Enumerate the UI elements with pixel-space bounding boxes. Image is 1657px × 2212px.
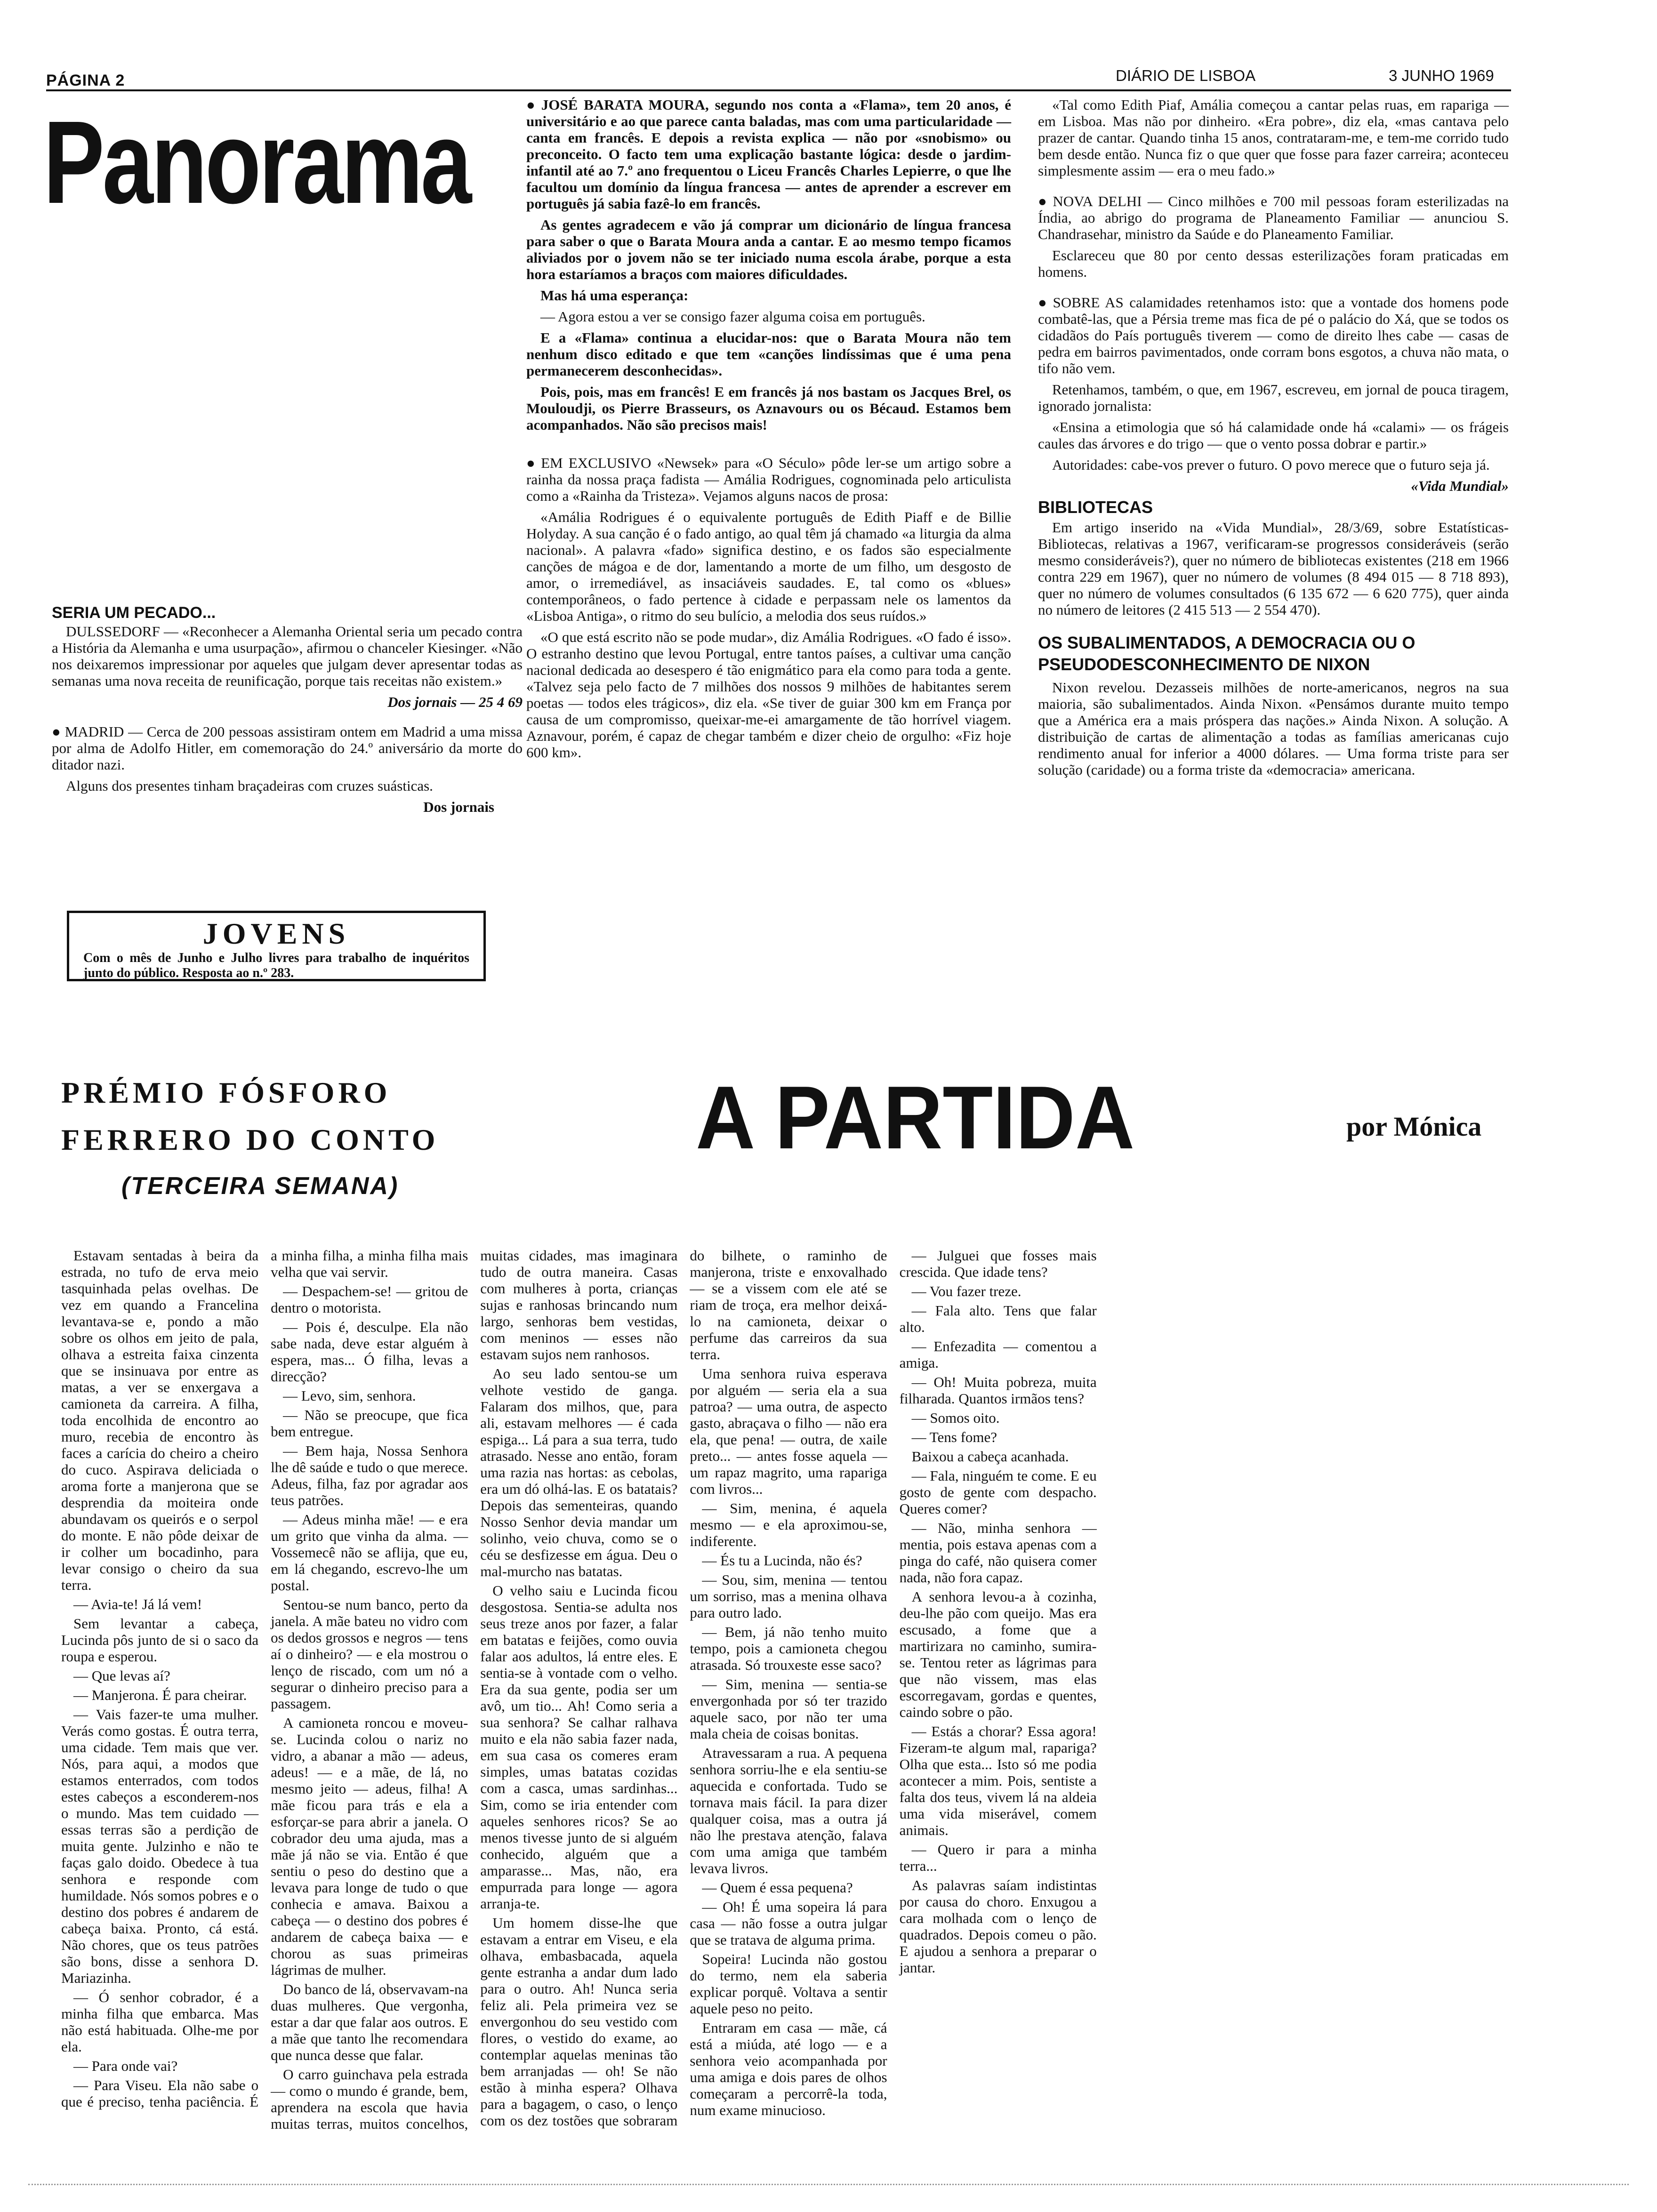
story-paragraph: — És tu a Lucinda, não és?	[702, 1552, 862, 1569]
bullet-icon: ●	[526, 96, 538, 113]
story-paragraph: — Sou, sim, menina — tentou um sorriso, mas a menina olhava para outro lado.	[690, 1571, 887, 1621]
madrid-text: ● MADRID — Cerca de 200 pessoas assistiram ontem em Madrid a uma missa por alma de Adolfo Hitler, em comemoração do 24.º aniversário da morte do ditador nazi.	[52, 723, 523, 773]
story-paragraph: Estavam sentadas à beira da estrada, no tufo de erva meio tasquinhada pelas ovelhas. De vez em quando a Francelina levantava-se e, pondo a mão sobre os olhos em jeito de pala, olhava a estreita faixa cinzenta que se insinuava por entre as matas, a ver se enxergava a camioneta da carreira. A filha, toda encolhida de encontro ao muro, recebia de encontro às faces a carícia do cheiro a cheiro do cuco. Aspirava deliciada o aroma forte a manjerona que se desprendia da moiteira onde abundavam os queirós e o serpol do monte. E não pôde deixar de ir colher um bocadinho, para levar consigo o cheiro da sua terra.	[61, 1247, 259, 1593]
panorama-title: Panorama	[43, 96, 470, 228]
story-title: A PARTIDA	[696, 1068, 1135, 1168]
sobre-p2: Retenhamos, também, o que, em 1967, escreveu, em jornal de pouca tiragem, ignorado jornalista:	[1038, 381, 1509, 414]
story-paragraph: — Para onde vai?	[73, 2058, 178, 2074]
story-paragraph: — Bem, já não tenho muito tempo, pois a camioneta chegou atrasada. Só trouxeste esse saco?	[690, 1624, 887, 1673]
bullet-icon: ●	[526, 455, 538, 471]
pecado-source: Dos jornais — 25 4 69	[387, 694, 523, 710]
story-paragraph: O velho saiu e Lucinda ficou desgostosa. Sentia-se adulta nos seus treze anos por fazer, a falar em batatas e feijões, como ouvia falar aos adultos, lá entre eles. E sentia-se à vontade com o velho. Era da sua gente, podia ser um avô, um tio... Ah! Como seria a sua senhora? Se calhar ralhava muito e ela não sabia fazer nada, em sua casa os comeres eram simples, umas batatas cozidas com a casca, umas sardinhas... Sim, como se iria entender com aqueles senhores ricos? Se ao menos tivesse junto de si alguém conhecido, alguém que a amparasse... Mas, não, era empurrada para longe — agora arranja-te.	[480, 1582, 678, 1912]
biblio-text: Em artigo inserido na «Vida Mundial», 28/3/69, sobre Estatísticas-Bibliotecas, relativas a 1967, verificaram-se progressos consideráveis (serão mesmo consideráveis?), quer no número de bibliotecas existentes (218 em 1966 contra 229 em 1967), quer no número de volumes (8 494 015 — 8 718 893), quer no número de volumes consultados (6 135 672 — 6 620 775), quer ainda no número de leitores (2 415 513 — 2 554 470).	[1038, 519, 1509, 618]
exclusivo-p2: «Amália Rodrigues é o equivalente português de Edith Piaff e de Billie Holyday. A sua canção é o fado antigo, ao qual têm já chamado «a liturgia da alma nacional». A palavra «fado» significa destino, e os fados são especialmente canções de mágoa e de dor, lamentando a morte de um filho, um desgosto de amor, o irremediável, as insaciáveis saudades. E, tal como os «blues» contemporâneos, o fado pertence à cidade e perpassam nele os lamentos da «Lisboa Antiga», o ritmo do seu bulício, a melodia dos seus ruídos.»	[526, 509, 1011, 624]
story-paragraph: — Somos oito.	[911, 1410, 1000, 1426]
story-paragraph: — Sim, menina — sentia-se envergonhada por só ter trazido aquele saco, por não ter uma mala cheia de coisas bonitas.	[690, 1676, 887, 1742]
madrid-text-2: Alguns dos presentes tinham braçadeiras com cruzes suásticas.	[66, 777, 433, 794]
story-paragraph: Ao seu lado sentou-se um velhote vestido de ganga. Falaram dos milhos, que, para ali, estavam melhores — é cada espiga... Lá para a sua terra, tudo atrasado. Nesse ano então, foram uma razia nas hortas: as cebolas, era um dó olhá-las. E os batatais? Depois das sementeiras, quando Nosso Senhor devia mandar um solinho, veio chuva, como se o céu se desfizesse em água. Deu o mal-murcho nas batatas.	[480, 1365, 678, 1579]
story-paragraph: O carro guinchava pela estrada — como o mundo é grande, bem, aprendera na escola que havia muitas terras, muitos concelhos, muitas cidades, mas imaginara tudo de outra maneira. Casas com mulheres à porta, crianças sujas e ranhosas brincando num largo, senhoras bem vestidas, com meninos — esses não estavam sujos nem ranhosos.	[271, 1247, 678, 2132]
story-paragraph: Sem levantar a cabeça, Lucinda pôs junto de si o saco da roupa e esperou.	[61, 1615, 259, 1665]
madrid-source: Dos jornais	[423, 799, 494, 815]
story-paragraph: A senhora levou-a à cozinha, deu-lhe pão com queijo. Mas era escusado, a fome que a martirizara no caminho, sumira-se. Tentou reter as lágrimas para que não vissem, mas elas escorregavam, gordas e quentes, caindo sobre o pão.	[899, 1588, 1097, 1720]
pecado-text: DULSSEDORF — «Reconhecer a Alemanha Oriental seria um pecado contra a História da Alemanha e uma usurpação», afirmou o chanceler Kiesinger. «Não nos deixaremos impressionar por aqueles que julgam dever apresentar todas as semanas uma nova receita de reunificação, porque tais receitas não existem.»	[52, 623, 523, 689]
newspaper-name: DIÁRIO DE LISBOA	[1116, 67, 1256, 84]
story-paragraph: — Levo, sim, senhora.	[283, 1387, 416, 1404]
jovens-text: Com o mês de Junho e Julho livres para trabalho de inquéritos junto do público. Resposta ao n.º 283.	[83, 951, 469, 980]
column-2	[526, 96, 1011, 765]
pecado-heading: SERIA UM PECADO...	[52, 604, 216, 622]
story-paragraph: — Julguei que fosses mais crescida. Que idade tens?	[899, 1247, 1097, 1280]
story-paragraph: Um homem disse-lhe que estavam a entrar em Viseu, e ela olhava, embasbacada, aquela gente estranha a andar dum lado para o outro. Ah! Nunca seria feliz ali. Pela primeira vez se envergonhou do seu vestido com flores, o vestido do exame, ao contemplar aquelas meninas tão bem arranjadas — oh! Se não estão à minha espera? Olhava para a bagagem, o caso, o lenço com os dez tostões que sobraram do bilhete, o raminho de manjerona, triste e enxovalhado — se a vissem com ele até se riam de troça, era melhor deixá-lo na camioneta, deixar o perfume das carreiros da sua terra.	[480, 1247, 887, 2129]
story-paragraph: Entraram em casa — mãe, cá está a miúda, até logo — e a senhora veio acompanhada por uma amiga e dois pares de olhos começaram a percorrê-la toda, num exame minucioso.	[690, 2020, 887, 2118]
story-paragraph: Baixou a cabeça acanhada.	[911, 1448, 1069, 1465]
story-paragraph: — Enfezadita — comentou a amiga.	[899, 1338, 1097, 1371]
story-paragraph: Sopeira! Lucinda não gostou do termo, nem ela saberia explicar porquê. Voltava a sentir aquele peso no peito.	[690, 1951, 887, 2017]
story-paragraph: — Vais fazer-te uma mulher. Verás como gostas. É outra terra, uma cidade. Tem mais que ver. Nós, para aqui, a modos que estamos enterrados, com todos estes cabeços a esconderem-nos o mundo. Mas tem cuidado — essas terras são a perdição de muita gente. Julzinho e não te faças galo doido. Obedece à tua senhora e responde com humildade. Nós somos pobres e o destino dos pobres é andarem de cabeça baixa. Pronto, cá está. Não chores, que os teus patrões são bons, disse a senhora D. Mariazinha.	[61, 1706, 259, 1986]
story-paragraph: — Quero ir para a minha terra...	[899, 1841, 1097, 1874]
story-paragraph: — Ó senhor cobrador, é a minha filha que embarca. Mas não está habituada. Olhe-me por ela.	[61, 1989, 259, 2055]
sobre-p4: Autoridades: cabe-vos prever o futuro. O povo merece que o futuro seja já.	[1052, 457, 1490, 473]
subalimentados-text: Nixon revelou. Dezasseis milhões de norte-americanos, negros na sua maioria, são subalimentados. Ainda Nixon. «Pensámos durante muito tempo que a América era a mais próspera das nações.» Ainda Nixon. A solução. A distribuição de cartas de alimentação a todas as famílias americanas cujo rendimento anual for inferior a 4000 dólares. — Uma forma triste para ser solução (caridade) ou a forma triste da «democracia» americana.	[1038, 679, 1509, 778]
story-paragraph: — Fala, ninguém te come. E eu gosto de gente com despacho. Queres comer?	[899, 1467, 1097, 1517]
story-paragraph: A camioneta roncou e moveu-se. Lucinda colou o nariz no vidro, a abanar a mão — adeus, adeus! — e a mãe, de lá, no mesmo jeito — adeus, filha! A mãe ficou para trás e ela a esforçar-se para abrir a janela. O cobrador deu uma ajuda, mas a mãe já não se via. Então é que sentiu o peso do destino que a levava para longe de tudo o que conhecia e amava. Baixou a cabeça — o destino dos pobres é andarem de cabeça baixa — e chorou as suas primeiras lágrimas de mulher.	[271, 1715, 468, 1978]
barata-p4: — Agora estou a ver se consigo fazer alguma coisa em português.	[540, 308, 925, 325]
prize-line-2: FERRERO DO CONTO	[61, 1123, 439, 1156]
story-paragraph: — Vou fazer treze.	[911, 1283, 1022, 1299]
delhi-text: ● NOVA DELHI — Cinco milhões e 700 mil pessoas foram esterilizadas na Índia, ao abrigo do programa de Planeamento Familiar — anunciou S. Chandrasehar, ministro da Saúde e do Planeamento Familiar.	[1038, 193, 1509, 242]
column-1	[52, 605, 523, 815]
story-paragraph: — Quem é essa pequena?	[702, 1879, 853, 1896]
story-paragraph: — Oh! Muita pobreza, muita filharada. Quantos irmãos tens?	[899, 1374, 1097, 1407]
issue-date: 3 JUNHO 1969	[1389, 67, 1494, 84]
column-3	[1038, 96, 1509, 783]
page-bottom-edge	[28, 2184, 1629, 2185]
story-paragraph: — Que levas aí?	[73, 1667, 170, 1684]
bullet-icon: ●	[1038, 193, 1049, 209]
story-paragraph: — Tens fome?	[911, 1429, 997, 1445]
story-paragraph: — Despachem-se! — gritou de dentro o motorista.	[271, 1283, 468, 1316]
barata-p5: E a «Flama» continua a elucidar-nos: que o Barata Moura não tem nenhum disco editado e que tem «canções lindíssimas que é uma pena permanecerem desconhecidas».	[526, 329, 1011, 379]
story-paragraph: — Sim, menina, é aquela mesmo — e ela aproximou-se, indiferente.	[690, 1500, 887, 1549]
sobre-p1: ● SOBRE AS calamidades retenhamos isto: que a vontade dos homens pode combatê-las, que a Pérsia treme mas fica de pé o palácio do Xá, que se todos os cidadãos do País português tiverem — como de direito lhes cabe — casas de pedra em bairros pavimentados, onde corram bons esgotos, a chuva não mata, o tifo não vem.	[1038, 294, 1509, 377]
story-paragraph: — Não, minha senhora — mentia, pois estava apenas com a pinga do café, não quisera comer nada, não fora capaz.	[899, 1520, 1097, 1586]
story-paragraph: Uma senhora ruiva esperava por alguém — seria ela a sua patroa? — uma outra, de aspecto gasto, abraçava o filho — não era ela, que pena! — outra, de xaile preto... — antes fosse aquela — um rapaz magrito, uma rapariga com livros...	[690, 1365, 887, 1497]
prize-week: (TERCEIRA SEMANA)	[121, 1172, 399, 1200]
story-paragraph: — Adeus minha mãe! — e era um grito que vinha da alma. — Vossemecê não se aflija, que eu, em lá chegando, escrevo-lhe um postal.	[271, 1511, 468, 1594]
story-body	[61, 1247, 1516, 2132]
story-paragraph: — Para Viseu. Ela não sabe o que é preciso, tenha paciência. É a minha filha, a minha filha mais velha que vai servir.	[61, 1247, 468, 2110]
story-paragraph: — Oh! É uma sopeira lá para casa — não fosse a outra julgar que se tratava de alguma prima.	[690, 1899, 887, 1948]
piaf-text: «Tal como Edith Piaf, Amália começou a cantar pelas ruas, em rapariga — em Lisboa. Mas não por dinheiro. «Era pobre», diz ela, «mas cantava pelo prazer de cantar. Quando tinha 15 anos, contrataram-me, e tem-me corrido tudo bem desde então. Nunca fiz o que quer que fosse para fazer carreira; aconteceu simplesmente assim — era o meu fado.»	[1038, 96, 1509, 179]
biblio-heading: BIBLIOTECAS	[1038, 497, 1153, 517]
page-label: PÁGINA 2	[46, 72, 125, 89]
story-paragraph: — Estás a chorar? Essa agora! Fizeram-te algum mal, rapariga? Olha que esta... Isto só me podia acontecer a mim. Pois, sentiste a falta dos teus, vivem lá na aldeia uma vida miserável, comem animais.	[899, 1723, 1097, 1838]
exclusivo-p1: ● EM EXCLUSIVO «Newsek» para «O Século» pôde ler-se um artigo sobre a rainha da nossa praça fadista — Amália Rodrigues, cognominada pelo articulista como a «Rainha da Tristeza». Vejamos alguns nacos de prosa:	[526, 455, 1011, 504]
prize-line-1: PRÉMIO FÓSFORO	[61, 1076, 391, 1109]
barata-p3: Mas há uma esperança:	[540, 287, 689, 304]
story-paragraph: — Fala alto. Tens que falar alto.	[899, 1302, 1097, 1335]
sobre-source: «Vida Mundial»	[1411, 478, 1509, 494]
jovens-title: JOVENS	[202, 917, 350, 950]
story-paragraph: — Não se preocupe, que fica bem entregue.	[271, 1407, 468, 1440]
story-paragraph: — Avia-te! Já lá vem!	[73, 1596, 202, 1612]
barata-p2: As gentes agradecem e vão já comprar um dicionário de língua francesa para saber o que o Barata Moura anda a cantar. E ao mesmo tempo ficamos aliviados por o jovem não se ter iniciado numa escola árabe, porque a esta hora estaríamos a braços com maiores dificuldades.	[526, 216, 1011, 282]
jovens-box	[67, 911, 486, 981]
story-author: por Mónica	[1346, 1111, 1482, 1142]
bullet-icon: ●	[52, 723, 61, 740]
sobre-p3: «Ensina a etimologia que só há calamidade onde há «calami» — os frágeis caules das árvores e do trigo — que o vento possa dobrar e partir.»	[1038, 419, 1509, 452]
exclusivo-p3: «O que está escrito não se pode mudar», diz Amália Rodrigues. «O fado é isso». O estranho destino que levou Portugal, entre tantos países, a cultivar uma canção nacional dedicada ao desespero é tão enigmático para ela como para toda a gente. «Talvez seja pelo facto de 7 milhões dos nossos 9 milhões de habitantes serem poetas — todos eles trágicos», diz ela. «Se tiver de guiar 300 km em França por causa de um compromisso, queixar-me-ei amargamente de tão horrível viagem. Aznavour, porém, é capaz de chegar também e dizer cheio de orgulho: «Fiz hoje 600 km».	[526, 629, 1011, 761]
story-paragraph: Atravessaram a rua. A pequena senhora sorriu-lhe e ela sentiu-se aquecida e confortada. Tudo se tornava mais fácil. Ia para dizer qualquer coisa, mas a outra já não lhe prestava atenção, falava com uma amiga que também levava livros.	[690, 1745, 887, 1876]
barata-p6: Pois, pois, mas em francês! E em francês já nos bastam os Jacques Brel, os Mouloudji, os Pierre Brasseurs, os Aznavours ou os Bécaud. Estamos bem acompanhados. Não são precisos mais!	[526, 384, 1011, 433]
story-paragraph: — Pois é, desculpe. Ela não sabe nada, deve estar alguém à espera, mas... Ó filha, levas a direcção?	[271, 1319, 468, 1385]
story-paragraph: As palavras saíam indistintas por causa do choro. Enxugou a cara molhada com o lenço de quadrados. Depois comeu o pão. E ajudou a senhora a preparar o jantar.	[899, 1877, 1097, 1976]
story-paragraph: — Manjerona. É para cheirar.	[73, 1687, 247, 1703]
story-paragraph: Sentou-se num banco, perto da janela. A mãe bateu no vidro com os dedos grossos e negros — tens aí o dinheiro? — e ela mostrou o lenço de riscado, com um nó a segurar o dinheiro preciso para a passagem.	[271, 1596, 468, 1712]
delhi-text-2: Esclareceu que 80 por cento dessas esterilizações foram praticadas em homens.	[1038, 247, 1509, 280]
barata-p1: ● JOSÉ BARATA MOURA, segundo nos conta a «Flama», tem 20 anos, é universitário e ao que parece canta baladas, mas com uma particularidade — canta em francês. E depois a revista explica — não por «snobismo» ou preconceito. O facto tem uma explicação bastante lógica: desde o jardim-infantil até ao 7.º ano frequentou o Liceu Francês Charles Lepierre, o que lhe facultou um domínio da língua francesa — antes de aprender a escrever em português já sabia fazê-lo em francês.	[526, 96, 1011, 212]
bullet-icon: ●	[1038, 294, 1049, 311]
story-paragraph: — Bem haja, Nossa Senhora lhe dê saúde e tudo o que merece. Adeus, filha, faz por agradar aos teus patrões.	[271, 1443, 468, 1508]
subalimentados-heading: OS SUBALIMENTADOS, A DEMOCRACIA OU O PSEUDODESCONHECIMENTO DE NIXON	[1038, 633, 1416, 674]
header-rule	[46, 89, 1511, 91]
story-paragraph: Do banco de lá, observavam-na duas mulheres. Que vergonha, estar a dar que falar aos outros. E a mãe que tanto lhe recomendara que nunca desse que falar.	[271, 1981, 468, 2063]
